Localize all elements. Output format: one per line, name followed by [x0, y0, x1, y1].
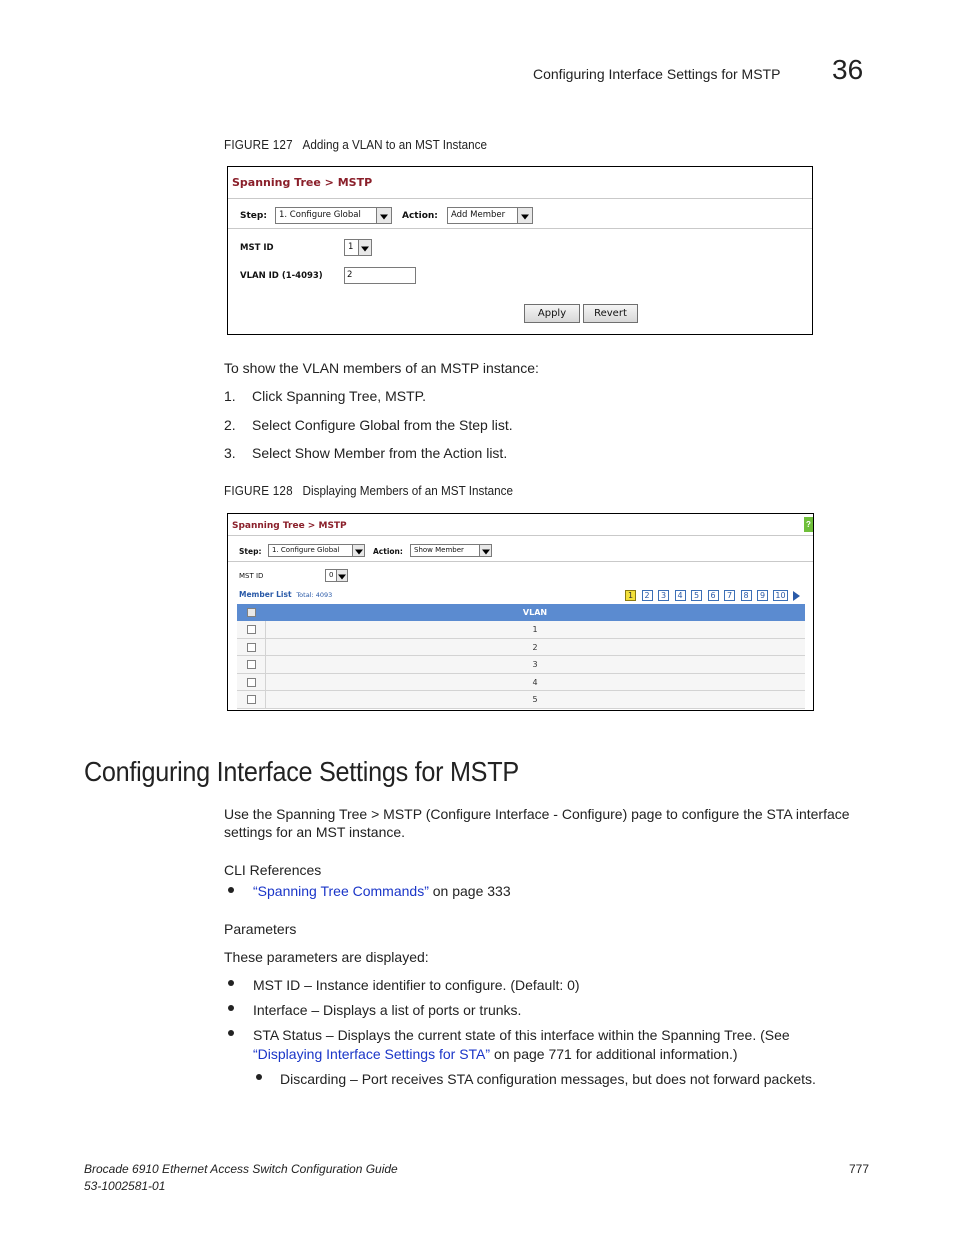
bullet-icon [228, 887, 234, 893]
row-checkbox[interactable] [247, 625, 256, 634]
chevron-down-icon [358, 240, 371, 255]
divider [228, 198, 812, 199]
step-2-text: Select Configure Global from the Step list. [252, 417, 513, 433]
vlan-cell: 1 [532, 625, 538, 634]
parameters-heading: Parameters [224, 921, 297, 937]
page-5-link[interactable]: 5 [691, 590, 702, 601]
param-mst-id [253, 976, 580, 994]
section-description-line-2: settings for an MST instance. [224, 824, 406, 840]
member-list-heading [239, 590, 332, 599]
step-select[interactable] [268, 544, 365, 557]
cli-references-heading: CLI References [224, 862, 322, 878]
member-list-label: Member List [239, 590, 292, 599]
page-1-link[interactable]: 1 [625, 590, 636, 601]
mst-id-select[interactable] [344, 239, 372, 256]
table-row [237, 674, 805, 692]
step-2-num: 2. [224, 417, 236, 433]
mst-id-select-value: 0 [329, 571, 334, 579]
page-10-link[interactable]: 10 [773, 590, 788, 601]
footer-guide-title: Brocade 6910 Ethernet Access Switch Configuration Guide [84, 1162, 398, 1176]
row-checkbox[interactable] [247, 678, 256, 687]
vlan-column-header: VLAN [522, 608, 548, 617]
table-row [237, 691, 805, 709]
next-page-icon[interactable] [793, 591, 800, 601]
section-description-line-1: Use the Spanning Tree > MSTP (Configure Interface - Configure) page to configure the STA interface [224, 806, 850, 822]
figure-128-number: FIGURE 128 [224, 483, 293, 498]
row-checkbox[interactable] [247, 643, 256, 652]
figure-127-screenshot [227, 166, 813, 335]
step-3-num: 3. [224, 445, 236, 461]
param-desc: – Displays the current state of this interface within the Spanning Tree. (See [322, 1027, 790, 1043]
page-7-link[interactable]: 7 [724, 590, 735, 601]
mst-id-select[interactable] [325, 569, 348, 582]
figure-128-screenshot [227, 513, 814, 711]
page-3-link[interactable]: 3 [658, 590, 669, 601]
cli-reference-link[interactable]: “Spanning Tree Commands” [253, 883, 429, 899]
breadcrumb: Spanning Tree > MSTP [232, 521, 347, 531]
mst-id-label: MST ID [240, 243, 274, 253]
figure-128-title: Displaying Members of an MST Instance [302, 483, 514, 498]
vlan-id-input[interactable]: 2 [344, 267, 416, 284]
vlan-cell: 5 [532, 695, 538, 704]
page-9-link[interactable]: 9 [757, 590, 768, 601]
chapter-number: 36 [832, 54, 864, 85]
action-label: Action: [373, 547, 403, 556]
figure-128-caption [224, 483, 513, 498]
breadcrumb: Spanning Tree > MSTP [232, 176, 373, 189]
param-term: MST ID [253, 977, 301, 993]
param-term: STA Status [253, 1027, 322, 1043]
running-header-title: Configuring Interface Settings for MSTP [533, 66, 781, 82]
step-select[interactable] [275, 207, 392, 224]
bullet-icon [228, 1030, 234, 1036]
divider [228, 561, 813, 562]
param-discarding [280, 1070, 816, 1088]
bullet-icon [256, 1074, 262, 1080]
action-label: Action: [402, 211, 438, 221]
param-desc: – Displays a list of ports or trunks. [307, 1002, 522, 1018]
parameters-intro: These parameters are displayed: [224, 949, 429, 965]
select-all-checkbox[interactable] [247, 608, 256, 617]
section-heading: Configuring Interface Settings for MSTP [84, 756, 519, 787]
param-sta-status [253, 1026, 790, 1044]
chevron-down-icon [352, 545, 364, 556]
divider [228, 228, 812, 229]
table-header-row [237, 604, 805, 621]
footer-doc-number: 53-1002581-01 [84, 1179, 166, 1193]
total-count: Total: 4093 [296, 591, 333, 599]
cli-reference-page: on page 333 [428, 883, 511, 899]
step-label: Step: [239, 547, 262, 556]
intro-text: To show the VLAN members of an MSTP instance: [224, 360, 539, 376]
bullet-icon [228, 980, 234, 986]
footer-page-number: 777 [849, 1162, 870, 1176]
step-select-value: 1. Configure Global [279, 210, 361, 220]
page-8-link[interactable]: 8 [741, 590, 752, 601]
revert-button[interactable]: Revert [583, 304, 638, 323]
param-sta-status-cont [253, 1045, 738, 1063]
step-label: Step: [240, 211, 267, 221]
param-desc: – Port receives STA configuration messages, but does not forward packets. [346, 1071, 816, 1087]
vlan-id-label: VLAN ID (1-4093) [240, 271, 323, 281]
table-row [237, 621, 805, 639]
param-term: Interface [253, 1002, 308, 1018]
bullet-icon [228, 1005, 234, 1011]
vlan-cell: 4 [532, 677, 538, 687]
cli-reference-item [253, 882, 511, 900]
page-2-link[interactable]: 2 [642, 590, 653, 601]
vlan-cell: 3 [532, 660, 538, 669]
step-select-value: 1. Configure Global [272, 546, 340, 554]
sta-reference-link[interactable]: “Displaying Interface Settings for STA” [253, 1046, 491, 1062]
step-1-text: Click Spanning Tree, MSTP. [252, 388, 427, 404]
chevron-down-icon [336, 570, 347, 581]
param-term: Discarding [280, 1071, 347, 1087]
chevron-down-icon [376, 208, 391, 223]
figure-127-number: FIGURE 127 [224, 137, 293, 152]
vlan-cell: 2 [532, 642, 538, 652]
action-select[interactable] [447, 207, 533, 224]
chevron-down-icon [479, 545, 491, 556]
row-checkbox[interactable] [247, 695, 256, 704]
figure-127-title: Adding a VLAN to an MST Instance [302, 137, 488, 152]
page-4-link[interactable]: 4 [675, 590, 686, 601]
param-desc: – Instance identifier to configure. (Default: 0) [300, 977, 580, 993]
apply-button[interactable]: Apply [524, 304, 580, 323]
chevron-down-icon [517, 208, 532, 223]
action-select-value: Add Member [451, 210, 506, 220]
mst-id-select-value: 1 [348, 242, 354, 252]
table-row [237, 656, 805, 674]
param-interface [253, 1001, 521, 1019]
help-icon[interactable]: ? [804, 517, 813, 532]
table-row [237, 639, 805, 657]
page-6-link[interactable]: 6 [708, 590, 719, 601]
vlan-member-table [237, 604, 805, 709]
row-checkbox[interactable] [247, 660, 256, 669]
step-3-text: Select Show Member from the Action list. [252, 445, 508, 461]
divider [228, 535, 813, 536]
step-1-num: 1. [224, 388, 236, 404]
mst-id-label: MST ID [239, 572, 264, 580]
sta-reference-page: on page 771 for additional information.) [490, 1046, 738, 1062]
action-select-value: Show Member [414, 546, 464, 554]
pagination [625, 590, 805, 602]
figure-127-caption [224, 137, 487, 152]
action-select[interactable] [410, 544, 492, 557]
